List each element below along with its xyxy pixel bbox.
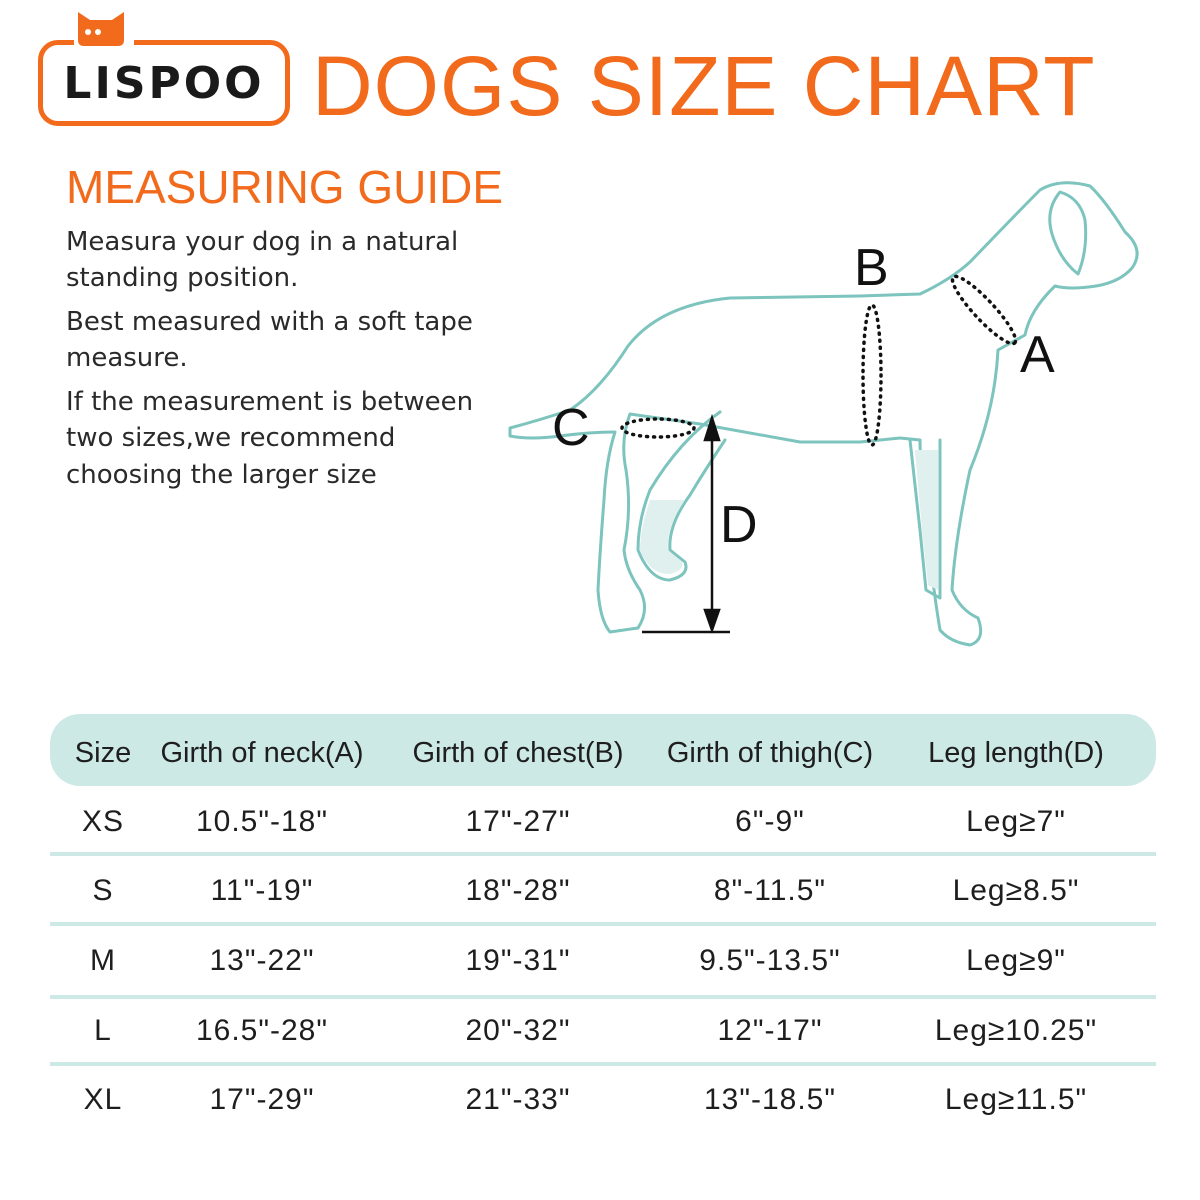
guide-line: measure.: [66, 343, 188, 373]
brand-logo-text: LISPOO: [63, 57, 265, 109]
cell-size: XL: [83, 1083, 123, 1116]
cell-neck: 10.5"-18": [195, 805, 329, 838]
guide-heading: MEASURING GUIDE: [66, 161, 504, 213]
cell-leg: Leg≥11.5": [944, 1083, 1088, 1116]
chest-measure-loop: [863, 305, 881, 445]
cell-chest: 17"-27": [465, 805, 571, 838]
cell-chest: 20"-32": [465, 1014, 571, 1047]
label-a: A: [1020, 326, 1055, 384]
thigh-measure-loop: [622, 419, 694, 437]
cell-leg: Leg≥10.25": [934, 1014, 1098, 1047]
label-b: B: [854, 239, 889, 297]
cell-neck: 17"-29": [209, 1083, 315, 1116]
cell-chest: 19"-31": [465, 944, 571, 977]
cell-size: XS: [81, 805, 125, 838]
cell-chest: 18"-28": [465, 874, 571, 907]
cell-thigh: 8"-11.5": [713, 874, 827, 907]
guide-line: Best measured with a soft tape: [66, 307, 473, 337]
cell-size: S: [92, 874, 114, 907]
column-header-thigh: Girth of thigh(C): [666, 737, 874, 769]
cell-thigh: 13"-18.5": [703, 1083, 837, 1116]
cell-thigh: 12"-17": [717, 1014, 823, 1047]
row-divider: [50, 922, 1156, 926]
cell-thigh: 9.5"-13.5": [699, 944, 841, 977]
table-row: [50, 788, 1156, 856]
cell-chest: 21"-33": [465, 1083, 571, 1116]
guide-line: choosing the larger size: [66, 460, 377, 490]
guide-line: two sizes,we recommend: [66, 423, 396, 453]
table-row: [50, 1066, 1156, 1134]
dog-measurement-diagram: [500, 170, 1160, 670]
guide-line: standing position.: [66, 263, 299, 293]
column-header-chest: Girth of chest(B): [412, 737, 624, 769]
dog-outline: [510, 183, 1137, 645]
page-title: DOGS SIZE CHART: [312, 39, 1096, 133]
label-c: C: [552, 399, 590, 457]
cat-head-icon: [72, 6, 136, 56]
table-row: [50, 927, 1156, 995]
cell-size: L: [94, 1014, 112, 1047]
cell-neck: 11"-19": [210, 874, 314, 907]
size-table-header: [50, 714, 1156, 786]
column-header-size: Size: [74, 737, 132, 769]
neck-measure-loop: [946, 270, 1022, 349]
guide-line: Measura your dog in a natural: [66, 227, 459, 257]
column-header-neck: Girth of neck(A): [160, 737, 364, 769]
guide-line: If the measurement is between: [66, 387, 474, 417]
row-divider: [50, 852, 1156, 856]
column-header-leg: Leg length(D): [928, 737, 1104, 769]
table-row: [50, 997, 1156, 1065]
label-d: D: [720, 496, 758, 554]
cell-leg: Leg≥7": [966, 805, 1066, 838]
cell-neck: 13"-22": [209, 944, 315, 977]
cell-leg: Leg≥8.5": [952, 874, 1080, 907]
table-row: [50, 857, 1156, 925]
cell-neck: 16.5"-28": [195, 1014, 329, 1047]
cell-size: M: [90, 944, 116, 977]
cell-thigh: 6"-9": [735, 805, 805, 838]
cell-leg: Leg≥9": [966, 944, 1066, 977]
